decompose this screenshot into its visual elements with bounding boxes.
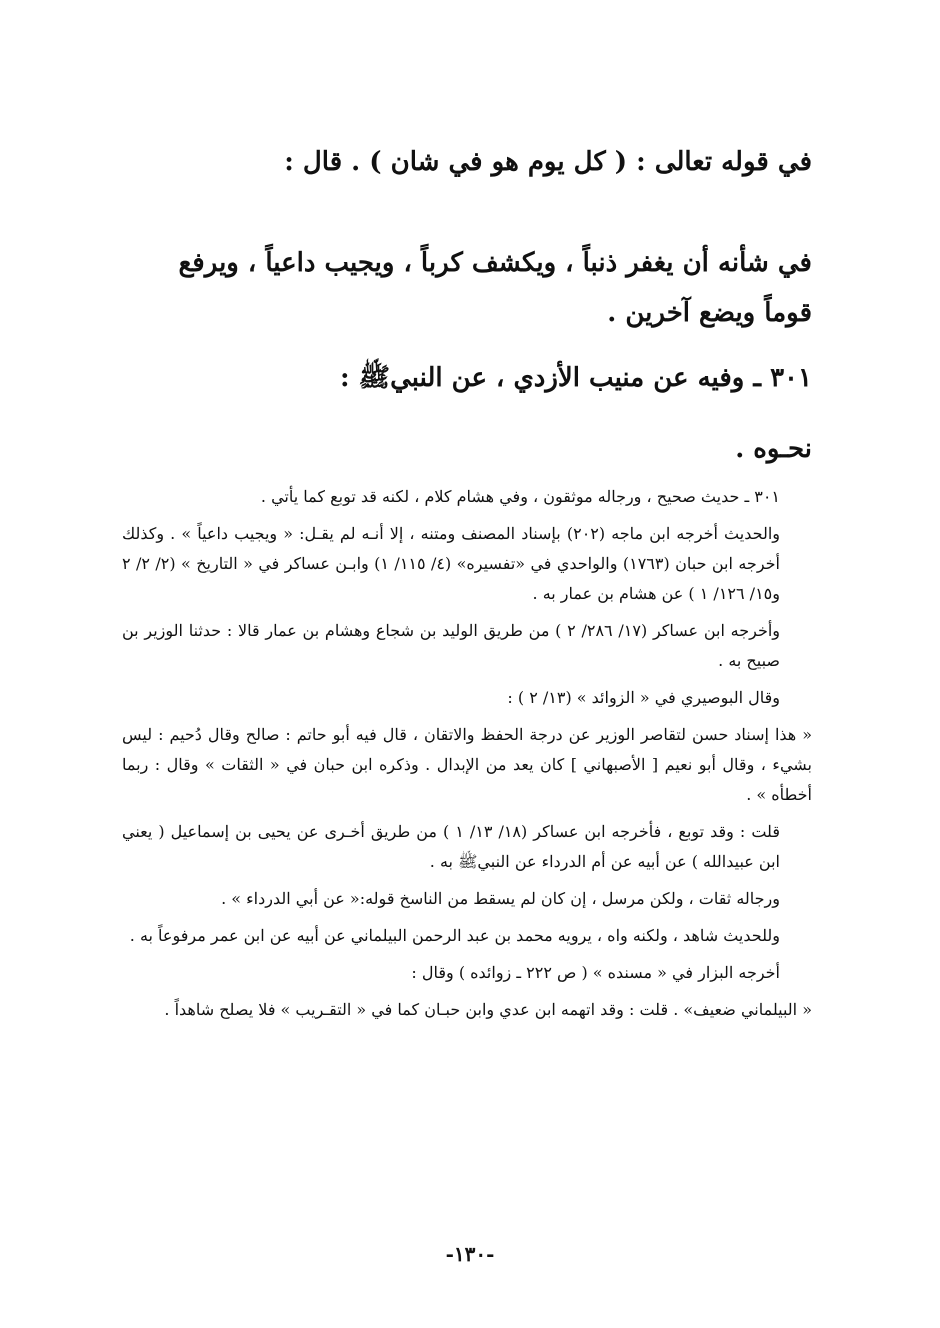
main-text-line-1: في قوله تعالى : ( كل يوم هو في شان ) . قال : <box>284 147 812 177</box>
footnote-paragraph-3: وأخرجه ابن عساكر (١٧/ ٢٨٦/ ٢ ) من طريق الوليد بن شجاع وهشام بن عمار قالا : حدثنا الوزير بن صبيح به . <box>122 621 781 670</box>
footnote-paragraph-5: « هذا إسناد حسن لتقاصر الوزير عن درجة الحفظ والاتقان ، قال فيه أبو حاتم : صالح وقال دُحيم : ليس بشيء ، وقال أبو نعيم [ الأصبهاني ] كان يعد من الإبدال . وذكره ابن حبان في « الثقات » وقال : ربما أخطأه » . <box>122 725 813 804</box>
footnote-paragraph-4: وقال البوصيري في « الزوائد » (١٣/ ٢ ) : <box>507 688 780 707</box>
footnote-paragraph-2: والحديث أخرجه ابن ماجه (٢٠٢) بإسناد المصنف ومتنه ، إلا أنـه لم يقـل: « ويجيب داعياً » . وكذلك أخرجه ابن حبان (١٧٦٣) والواحدي في «تفسيره» (٤/ ١١٥/ ١) وابـن عساكر في « التاريخ » (٢/ ٢/ ٢ و١٥/ ١٢٦/ ١ ) عن هشام بن عمار به . <box>122 524 780 603</box>
hadith-301-heading: ٣٠١ ـ وفيه عن منيب الأزدي ، عن النبيﷺ : <box>340 363 812 393</box>
page-number: -١٣٠- <box>445 1242 495 1266</box>
footnotes-section <box>122 482 812 1032</box>
footnote-paragraph-10: « البيلماني ضعيف» . قلت : وقد اتهمه ابن عدي وابن حبـان كما في « التقـريب » فلا يصلح شاهداً . <box>164 1000 812 1019</box>
main-text-nahwahu: نحـوه . <box>735 434 812 464</box>
footnote-paragraph-7: ورجاله ثقات ، ولكن مرسل ، إن كان لم يسقط من الناسخ قوله:« عن أبي الدرداء » . <box>221 889 780 908</box>
footnote-paragraph-8: وللحديث شاهد ، ولكنه واه ، يرويه محمد بن عبد الرحمن البيلماني عن أبيه عن ابن عمر مرفوعاً به . <box>129 926 780 945</box>
main-text-paragraph-2: في شأنه أن يغفر ذنباً ، ويكشف كرباً ، ويجيب داعياً ، ويرفع قوماً ويضع آخرين . <box>178 248 812 328</box>
footnote-paragraph-9: أخرجه البزار في « مسنده » ( ص ٢٢٢ ـ زوائده ) وقال : <box>411 963 780 982</box>
footnote-paragraph-6: قلت : وقد توبع ، فأخرجه ابن عساكر (١٨/ ١٣/ ١ ) من طريق أخـرى عن يحيى بن إسماعيل ( يعني ابن عبيدالله ) عن أبيه عن أم الدرداء عن النبيﷺ به . <box>122 822 780 871</box>
footnote-paragraph-1: ٣٠١ ـ حديث صحيح ، ورجاله موثقون ، وفي هشام كلام ، لكنه قد توبع كما يأتي . <box>260 487 780 506</box>
